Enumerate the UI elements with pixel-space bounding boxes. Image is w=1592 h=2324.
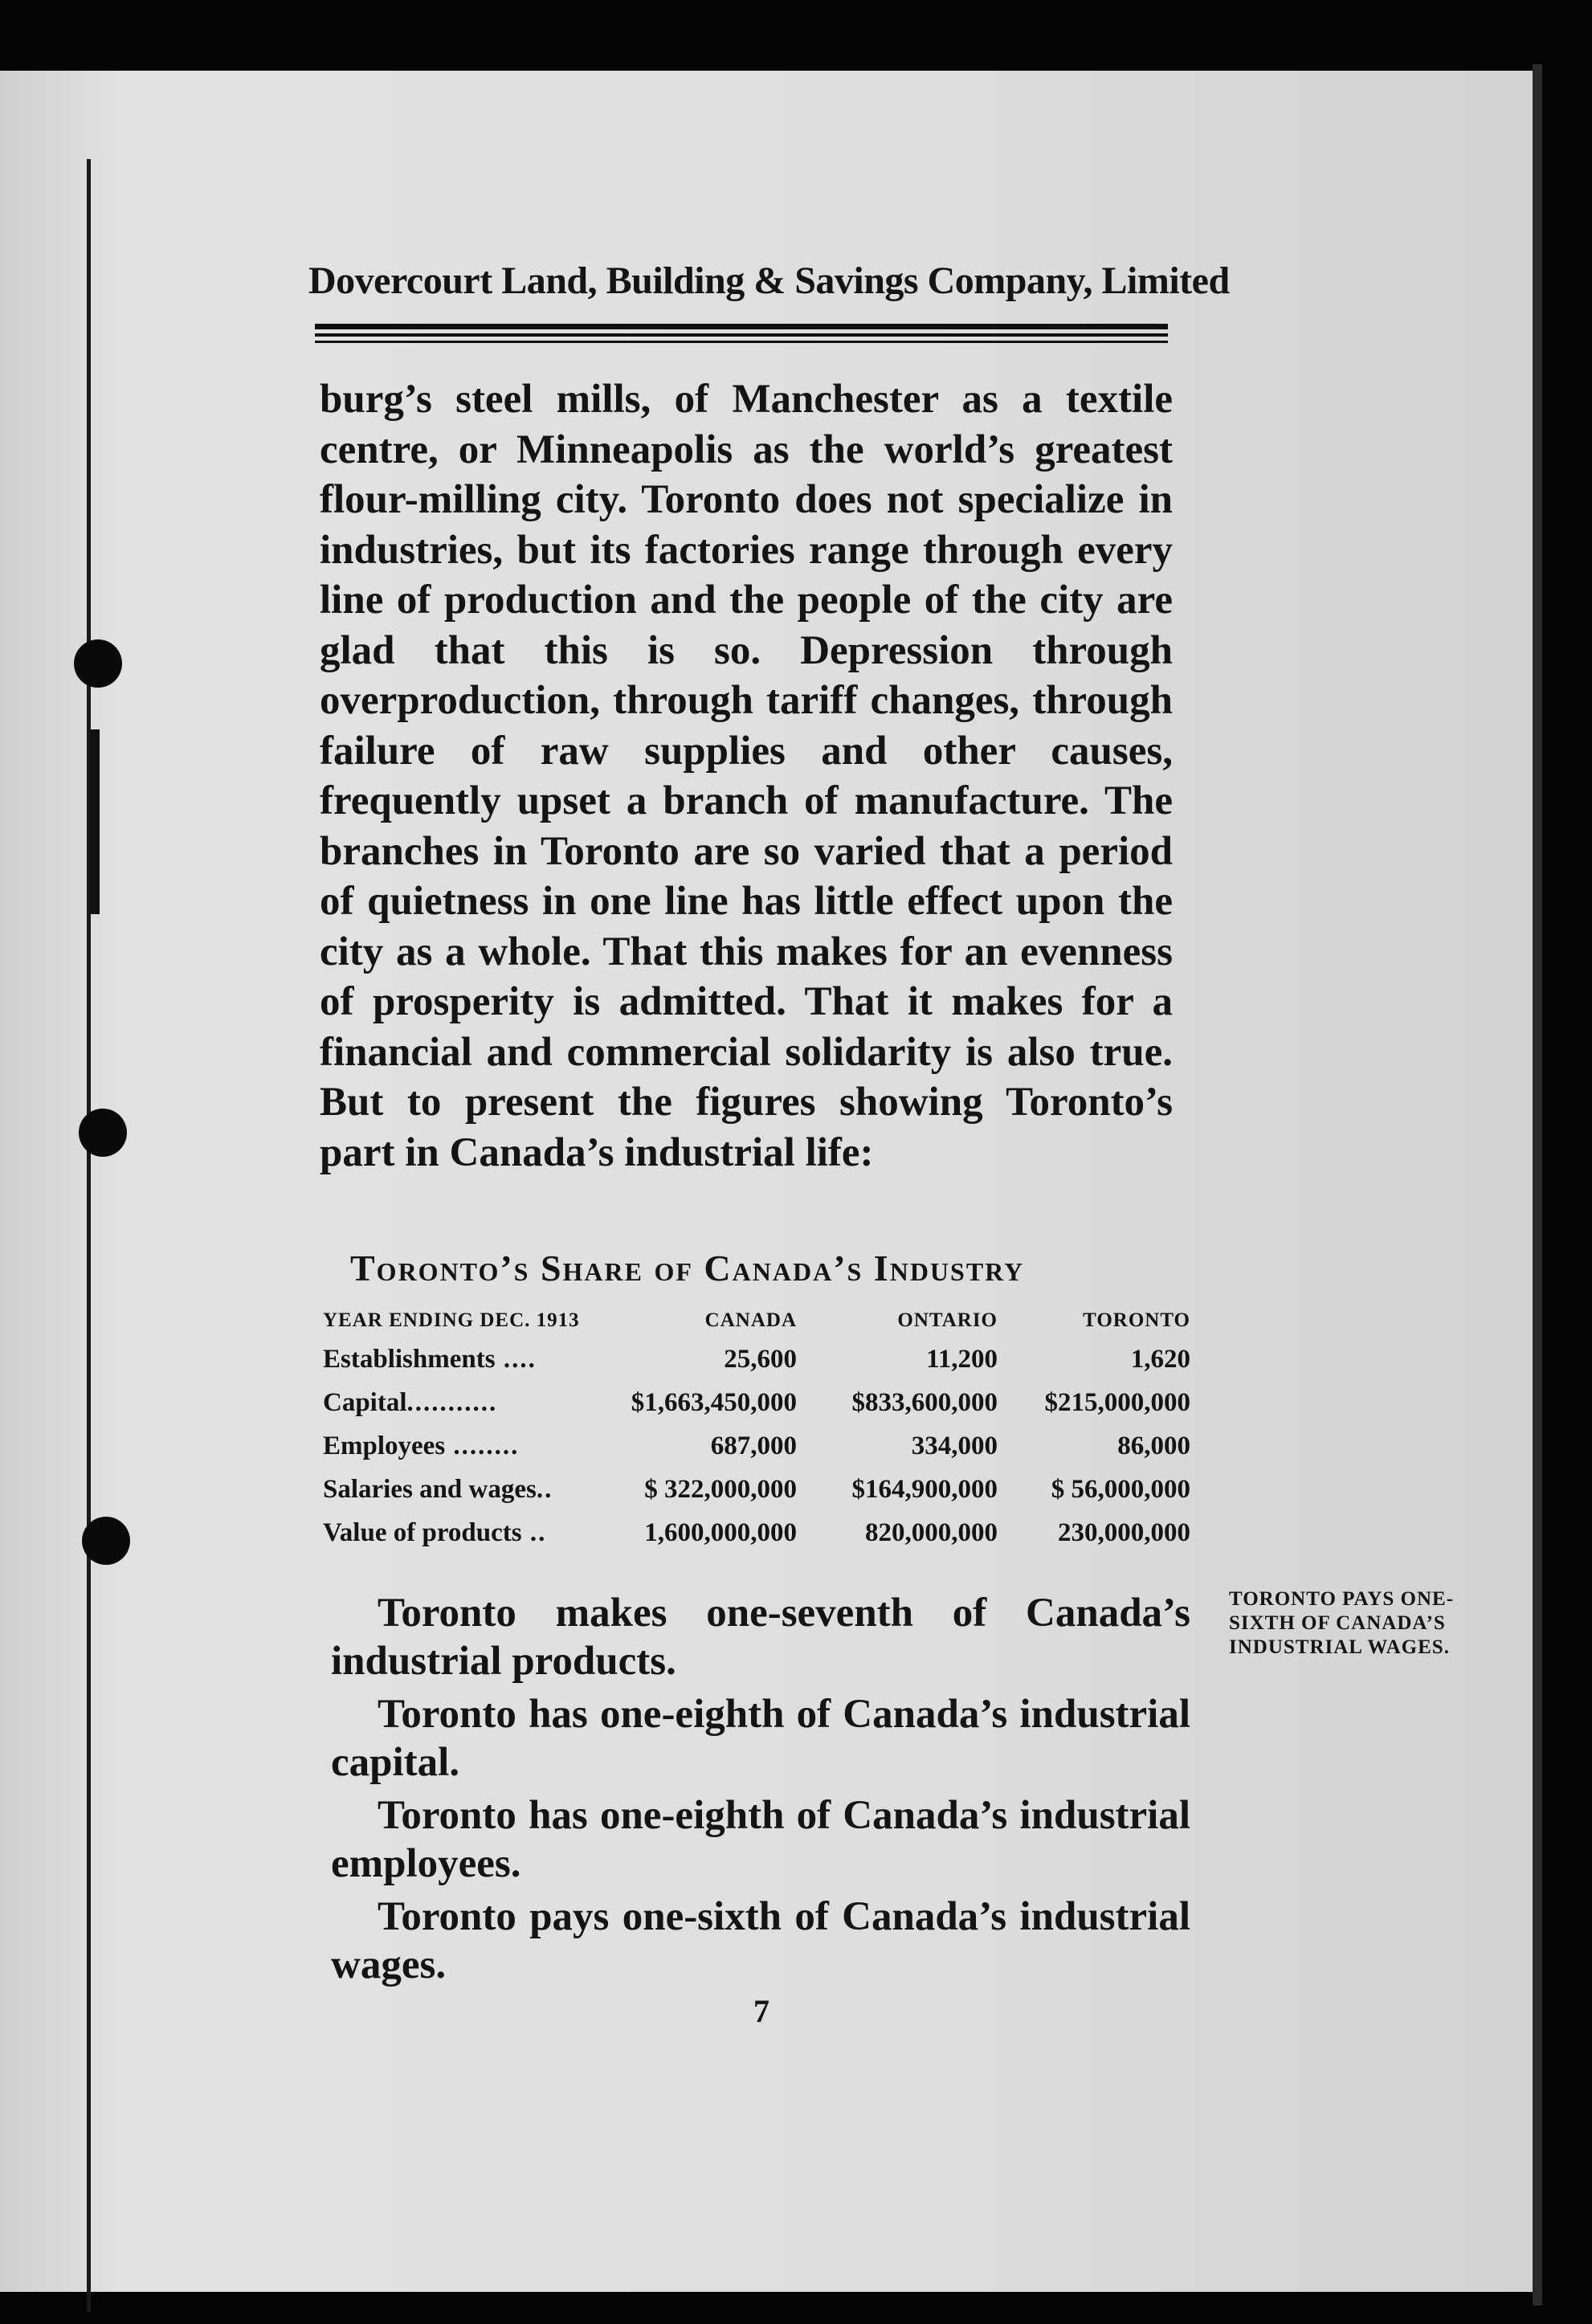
cell-toronto: 1,620 xyxy=(1130,1345,1190,1374)
row-label: Establishments .... xyxy=(323,1345,537,1374)
page-right-edge xyxy=(1533,64,1542,2306)
table-row xyxy=(323,1518,1190,1562)
running-header: Dovercourt Land, Building & Savings Company, Limited xyxy=(308,259,1230,302)
table-row xyxy=(323,1432,1190,1475)
row-label: Salaries and wages.. xyxy=(323,1475,553,1504)
table-header-row xyxy=(323,1309,1190,1345)
row-label: Value of products .. xyxy=(323,1518,547,1547)
cell-toronto: $ 56,000,000 xyxy=(1051,1475,1190,1504)
cell-canada: 1,600,000,000 xyxy=(644,1518,797,1547)
statement-employees: Toronto has one-eighth of Canada’s industrial employees. xyxy=(331,1793,1190,1886)
cell-ontario: $164,900,000 xyxy=(851,1475,998,1504)
statement-wages: Toronto pays one-sixth of Canada’s industrial wages. xyxy=(331,1894,1190,1987)
table-title: Toronto’s Share of Canada’s Industry xyxy=(350,1248,1025,1289)
page-number: 7 xyxy=(753,1993,769,2029)
margin-sidenote: TORONTO PAYS ONE-SIXTH OF CANADA’S INDUSTRIAL WAGES. xyxy=(1229,1588,1455,1658)
binding-margin-line xyxy=(87,159,91,2312)
header-rule-thin xyxy=(315,341,1168,343)
cell-ontario: 334,000 xyxy=(911,1432,998,1460)
binding-mark xyxy=(90,729,100,914)
cell-toronto: 86,000 xyxy=(1117,1432,1190,1460)
table-header-ontario: ONTARIO xyxy=(897,1309,998,1331)
body-paragraph: burg’s steel mills, of Manchester as a textile centre, or Minneapolis as the world’s greatest flour-milling city. Toronto does not specialize in industries, but its factories range through every line of production and the people of the city are glad that this is so. Depression through overproduction, through tariff changes, through failure of raw supplies and other causes, frequently upset a branch of manufacture. The branches in Toronto are so varied that a period of quietness in one line has little effect upon the city as a whole. That this makes for an evenness of prosperity is admitted. That it makes for a financial and commercial solidarity is also true. But to present the figures showing Toronto’s part in Canada’s industrial life: xyxy=(320,377,1173,1175)
cell-ontario: $833,600,000 xyxy=(851,1388,998,1417)
header-rule-thick xyxy=(315,324,1168,329)
statement-capital: Toronto has one-eighth of Canada’s industrial capital. xyxy=(331,1692,1190,1785)
cell-ontario: 11,200 xyxy=(926,1345,998,1374)
cell-toronto: 230,000,000 xyxy=(1058,1518,1190,1547)
row-label: Capital........... xyxy=(323,1388,498,1417)
binding-hole-middle xyxy=(79,1109,127,1157)
industry-table xyxy=(323,1309,1190,1562)
binding-hole-bottom xyxy=(82,1517,130,1565)
cell-canada: $ 322,000,000 xyxy=(644,1475,797,1504)
cell-canada: 687,000 xyxy=(710,1432,797,1460)
cell-canada: 25,600 xyxy=(724,1345,797,1374)
table-header-toronto: TORONTO xyxy=(1083,1309,1190,1331)
cell-canada: $1,663,450,000 xyxy=(631,1388,797,1417)
table-row xyxy=(323,1345,1190,1388)
table-header-canada: CANADA xyxy=(704,1309,797,1331)
statement-products: Toronto makes one-seventh of Canada’s industrial products. xyxy=(331,1591,1190,1684)
cell-toronto: $215,000,000 xyxy=(1044,1388,1190,1417)
binding-hole-top xyxy=(74,639,122,688)
table-row xyxy=(323,1388,1190,1432)
cell-ontario: 820,000,000 xyxy=(865,1518,998,1547)
header-rule-middle xyxy=(315,333,1168,337)
table-header-year: YEAR ENDING DEC. 1913 xyxy=(323,1309,580,1331)
row-label: Employees ........ xyxy=(323,1432,520,1460)
table-row xyxy=(323,1475,1190,1518)
